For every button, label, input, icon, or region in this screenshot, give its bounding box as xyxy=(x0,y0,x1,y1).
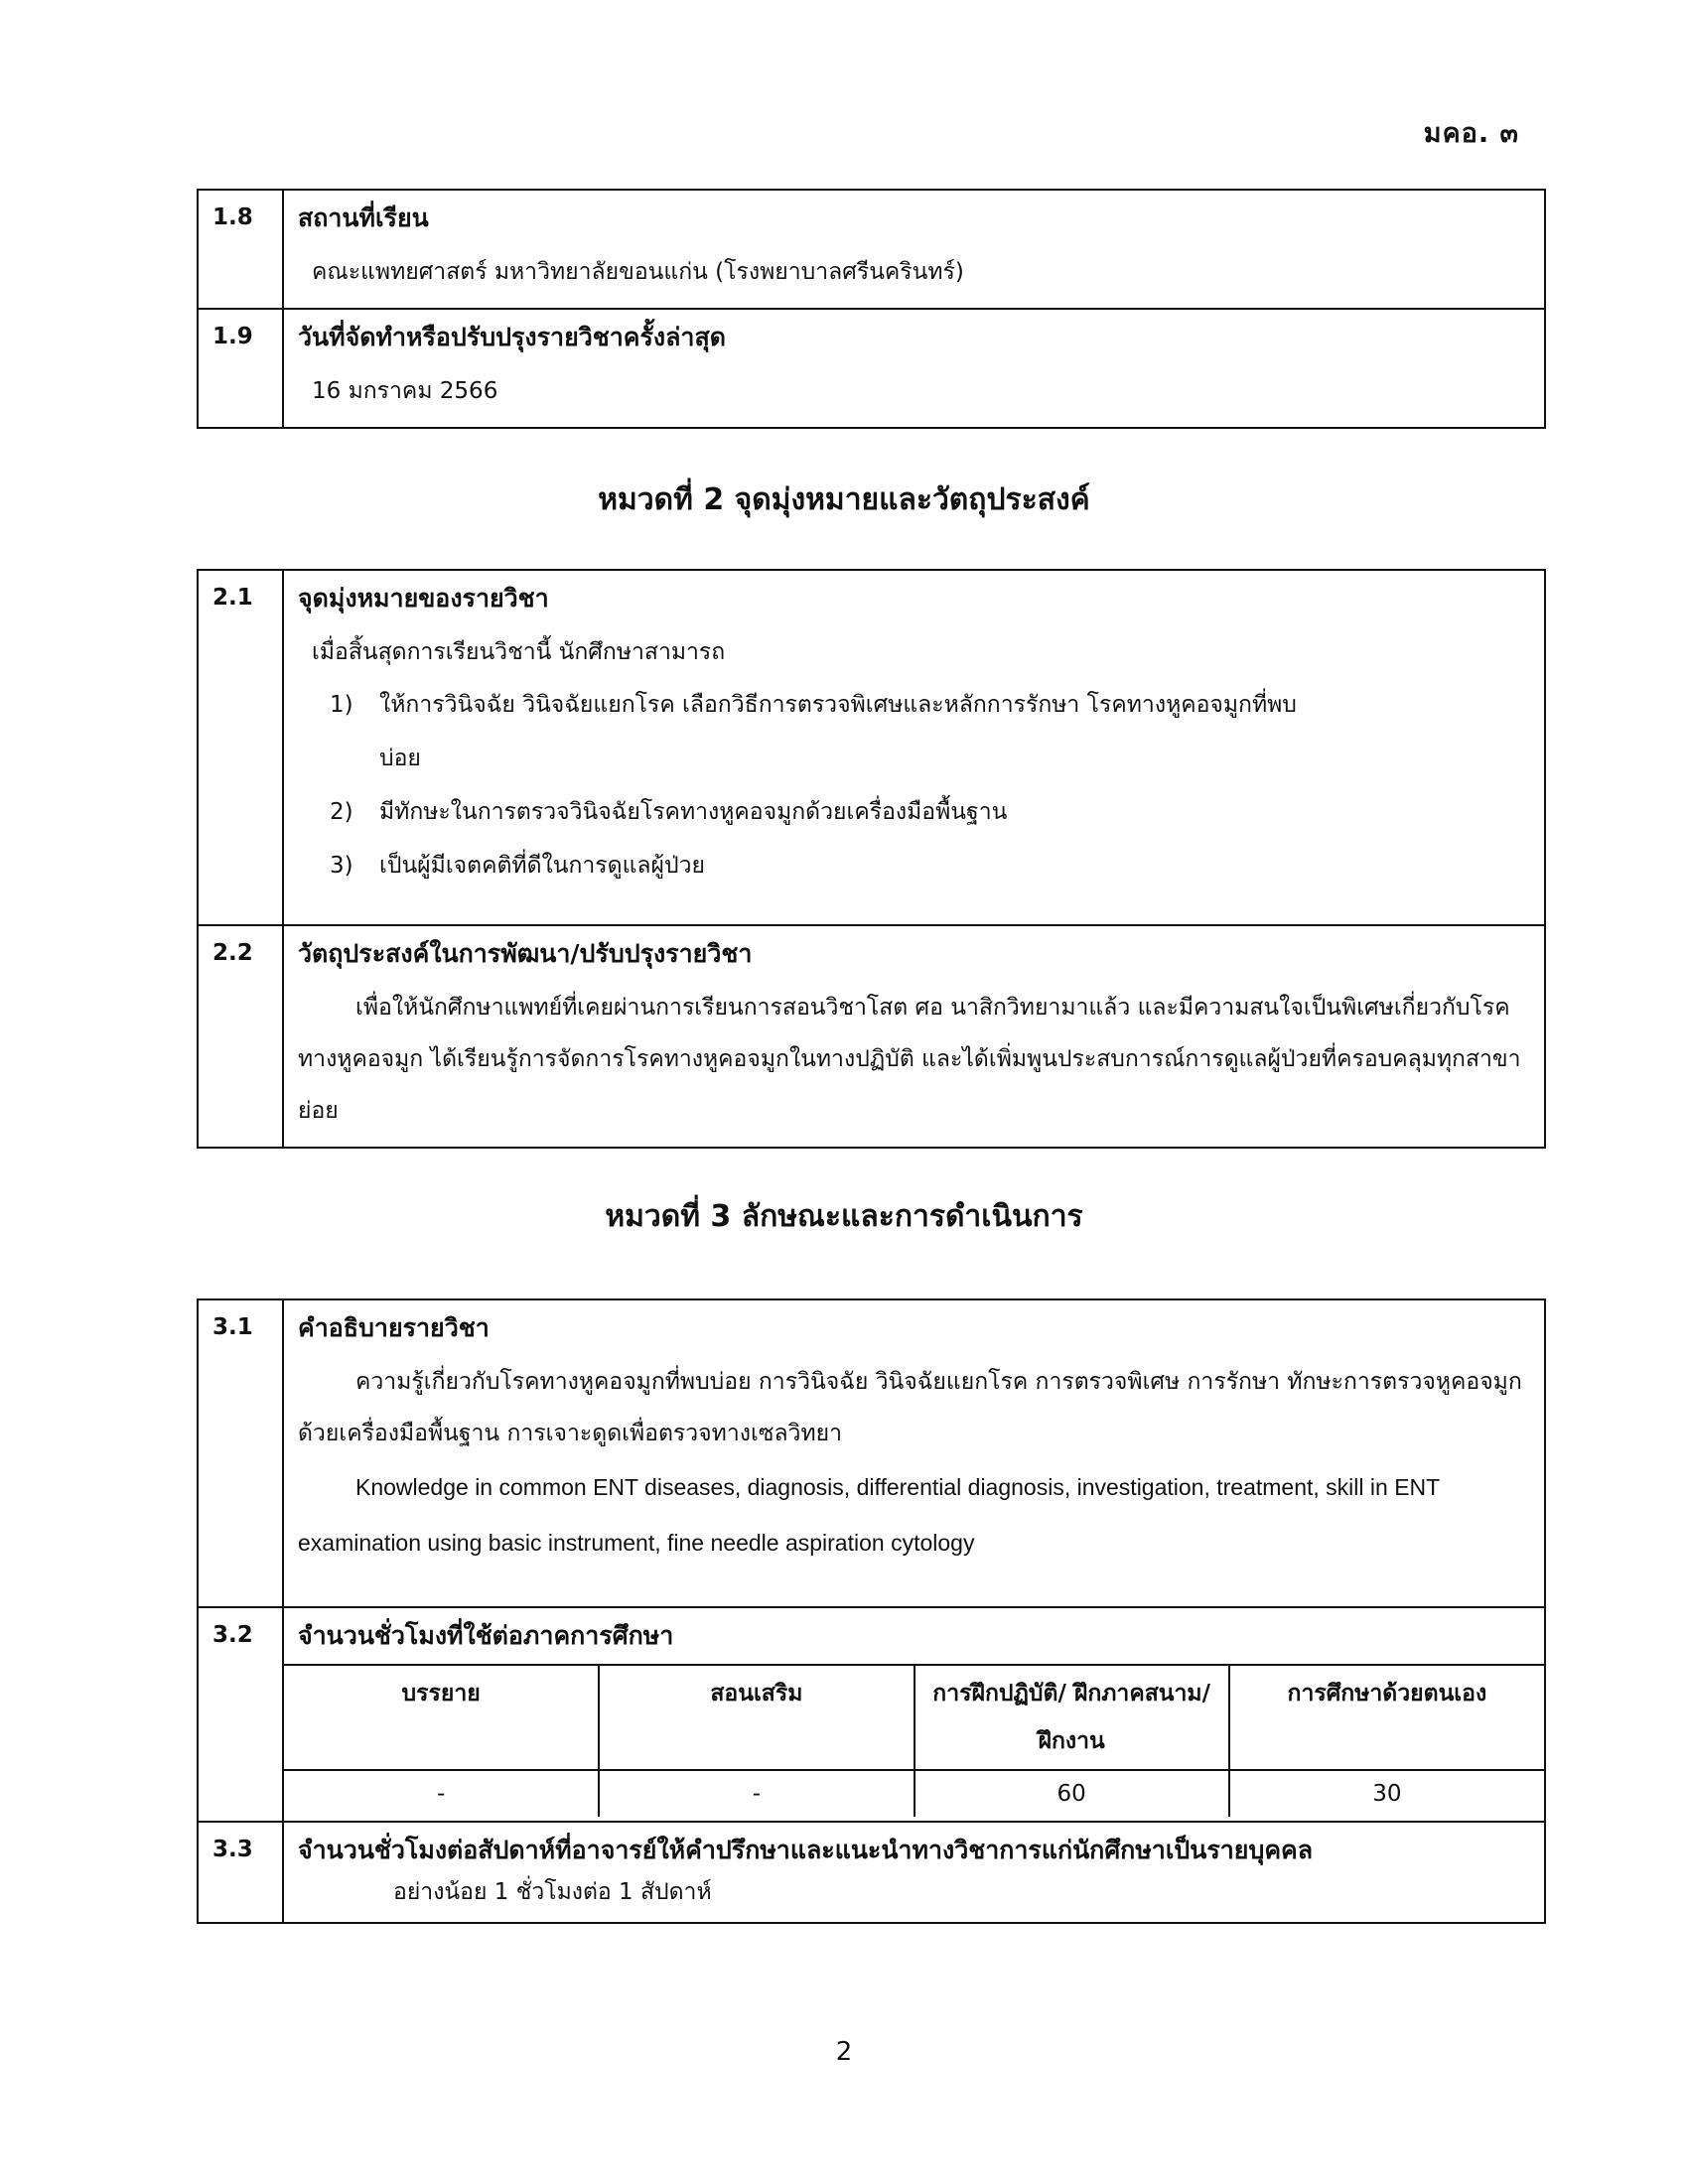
table-row xyxy=(198,570,1545,925)
description-english: Knowledge in common ENT diseases, diagnosis, differential diagnosis, investigation, treatment, skill in ENT examination using basic instrument, fine needle aspiration cytology xyxy=(298,1474,1440,1556)
row-number: 2.1 xyxy=(198,570,283,925)
row-number: 2.2 xyxy=(198,925,283,1148)
value-tutorial: - xyxy=(599,1770,914,1817)
hours-header-row xyxy=(284,1665,1544,1770)
row-title: จำนวนชั่วโมงที่ใช้ต่อภาคการศึกษา xyxy=(298,1621,674,1650)
row-number: 3.1 xyxy=(198,1299,283,1607)
row-content: 16 มกราคม 2566 xyxy=(312,378,498,404)
section3-table xyxy=(197,1298,1546,1924)
table-row xyxy=(198,309,1545,428)
row-number: 3.2 xyxy=(198,1607,283,1822)
row-title: จำนวนชั่วโมงต่อสัปดาห์ที่อาจารย์ให้คำปรึกษาและแนะนำทางวิชาการแก่นักศึกษาเป็นรายบุคคล xyxy=(298,1836,1314,1864)
table-row xyxy=(198,1607,1545,1822)
row-body xyxy=(283,1822,1545,1923)
table-row xyxy=(198,1299,1545,1607)
value-self-study: 30 xyxy=(1229,1770,1544,1817)
row-title: จุดมุ่งหมายของรายวิชา xyxy=(298,584,549,613)
value-lecture: - xyxy=(284,1770,599,1817)
row-content: อย่างน้อย 1 ชั่วโมงต่อ 1 สัปดาห์ xyxy=(393,1879,712,1905)
item-number: 2) xyxy=(330,799,353,825)
row-title: คำอธิบายรายวิชา xyxy=(298,1313,490,1342)
hours-value-row xyxy=(284,1770,1544,1817)
section2-table xyxy=(197,569,1546,1149)
row-body xyxy=(283,925,1545,1148)
row-number: 3.3 xyxy=(198,1822,283,1923)
item-text xyxy=(379,678,1297,785)
item-text: เป็นผู้มีเจตคติที่ดีในการดูแลผู้ป่วย xyxy=(379,853,705,879)
header-tutorial: สอนเสริม xyxy=(599,1665,914,1770)
row-number: 1.9 xyxy=(198,309,283,428)
header-self-study: การศึกษาด้วยตนเอง xyxy=(1229,1665,1544,1770)
item-text: มีทักษะในการตรวจวินิจฉัยโรคทางหูคอจมูกด้วยเครื่องมือพื้นฐาน xyxy=(379,799,1008,825)
list-item xyxy=(298,785,1530,839)
table-row xyxy=(198,1822,1545,1923)
row-body xyxy=(283,1607,1545,1822)
item-text-line: ให้การวินิจฉัย วินิจฉัยแยกโรค เลือกวิธีการตรวจพิเศษและหลักการรักษา โรคทางหูคอจมูกที่พบ xyxy=(379,692,1297,718)
row-title: สถานที่เรียน xyxy=(298,204,429,232)
row-body xyxy=(283,570,1545,925)
table-row xyxy=(198,190,1545,309)
row-body xyxy=(283,190,1545,309)
value-practice: 60 xyxy=(914,1770,1229,1817)
header-lecture: บรรยาย xyxy=(284,1665,599,1770)
row-paragraph: เพื่อให้นักศึกษาแพทย์ที่เคยผ่านการเรียนการสอนวิชาโสต ศอ นาสิกวิทยามาแล้ว และมีความสนใจเป็นพิเศษเกี่ยวกับโรคทางหูคอจมูก ได้เรียนรู้การจัดการโรคทางหูคอจมูกในทางปฏิบัติ และได้เพิ่มพูนประสบการณ์การดูแลผู้ป่วยที่ครอบคลุมทุกสาขาย่อย xyxy=(298,995,1521,1124)
hours-table xyxy=(284,1664,1544,1817)
row-body xyxy=(283,1299,1545,1607)
item-number: 3) xyxy=(330,853,353,879)
section2-heading: หมวดที่ 2 จุดมุ่งหมายและวัตถุประสงค์ xyxy=(598,482,1090,517)
objectives-intro: เมื่อสิ้นสุดการเรียนวิชานี้ นักศึกษาสามารถ xyxy=(312,639,726,665)
list-item xyxy=(298,678,1530,785)
header-practice: การฝึกปฏิบัติ/ ฝึกภาคสนาม/ ฝึกงาน xyxy=(914,1665,1229,1770)
item-text-line: บ่อย xyxy=(379,746,421,771)
row-title: วันที่จัดทำหรือปรับปรุงรายวิชาครั้งล่าสุด xyxy=(298,323,726,351)
item-number: 1) xyxy=(330,692,353,718)
section3-heading: หมวดที่ 3 ลักษณะและการดำเนินการ xyxy=(605,1199,1083,1234)
row-number: 1.8 xyxy=(198,190,283,309)
row-title: วัตถุประสงค์ในการพัฒนา/ปรับปรุงรายวิชา xyxy=(298,939,753,968)
row-content: คณะแพทยศาสตร์ มหาวิทยาลัยขอนแก่น (โรงพยาบาลศรีนครินทร์) xyxy=(312,259,964,285)
section1-table xyxy=(197,189,1546,429)
row-body xyxy=(283,309,1545,428)
page-number: 2 xyxy=(835,2037,853,2067)
description-thai: ความรู้เกี่ยวกับโรคทางหูคอจมูกที่พบบ่อย การวินิจฉัย วินิจฉัยแยกโรค การตรวจพิเศษ การรักษา ทักษะการตรวจหูคอจมูกด้วยเครื่องมือพื้นฐาน การเจาะดูดเพื่อตรวจทางเซลวิทยา xyxy=(298,1369,1522,1446)
document-code: มคอ. ๓ xyxy=(1423,118,1519,149)
list-item xyxy=(298,839,1530,892)
table-row xyxy=(198,925,1545,1148)
